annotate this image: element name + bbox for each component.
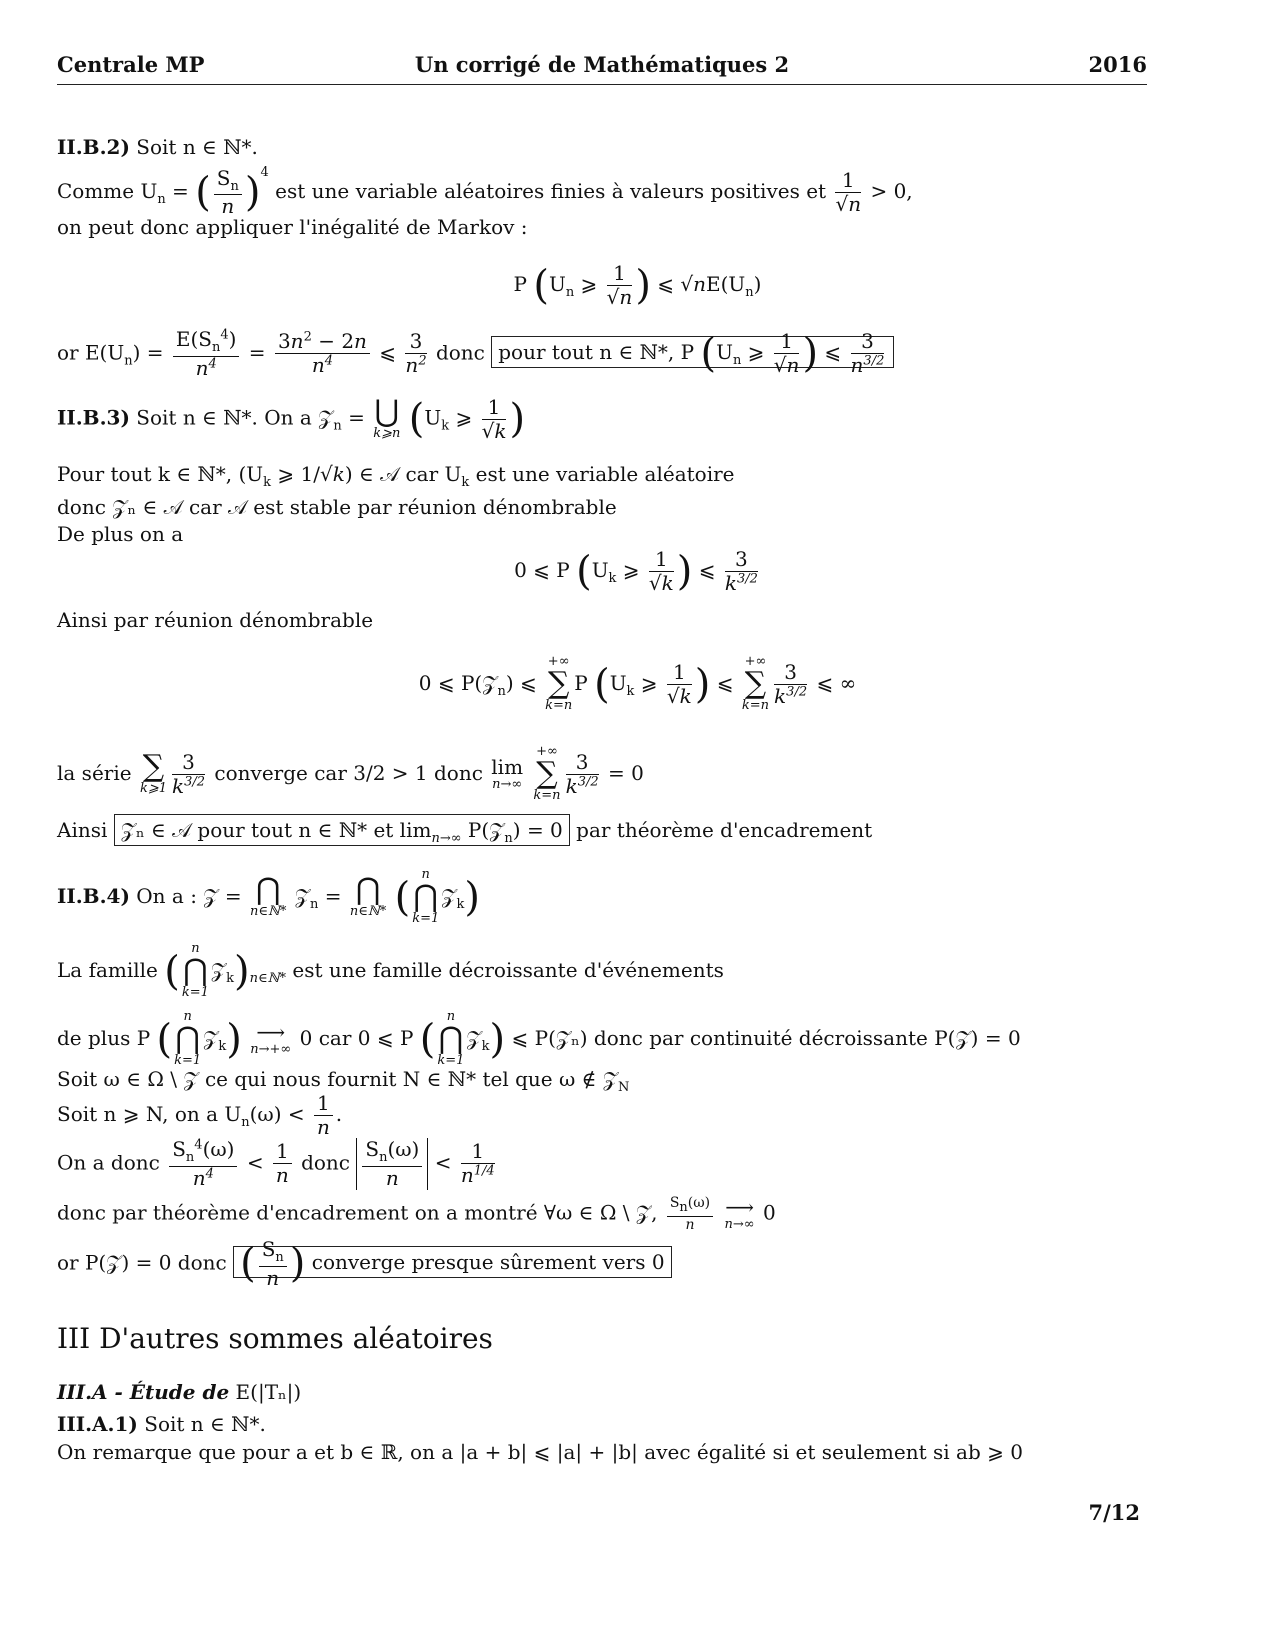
page-header [57, 52, 1147, 85]
b4-heading: II.B.4) On a : 𝒵 = ⋂ n∈ℕ* 𝒵$_n$ = ⋂ n∈ℕ* ( n ⋂ k=1𝒵$_k$) [57, 867, 480, 927]
b3-ineq1: 0 ⩽ P ($U_k$ ⩾ $\frac{1}{√k}$ ) ⩽ $\frac{3}{k^{3/2}}$ [514, 547, 758, 595]
section-title: III D'autres sommes aléatoires [57, 1322, 493, 1355]
b3-ineq2: 0 ⩽ P(𝒵$_n$) ⩽ +∞ ∑ k=nP ($U_k$ ⩾ $\frac{1}{√k}$ ) ⩽ +∞ ∑ k=n $\frac{3}{k^{3/2}}$ ⩽ ∞ [418, 654, 857, 714]
b4-result-box: ( $\frac{S_n}{n}$ ) converge presque sûrement vers 0 [233, 1246, 671, 1278]
b4-encadr-line: donc par théorème d'encadrement on a montré ∀ω ∈ Ω \ 𝒵, $\frac{S_n(\omega)}{n}$ ⟶ n→∞ 0 [57, 1194, 776, 1233]
b3-ainsi: Ainsi [57, 818, 108, 842]
b4-onadonc-line: On a donc $\frac{S_n^4(\omega)}{n^4}$ < $\frac{1}{n}$ donc $\frac{S_n(\omega)}{n}$ < $\frac{1}{n^{1/4}}$ [57, 1137, 495, 1190]
b4-car: 0 car 0 ⩽ P [299, 1025, 414, 1050]
b3-line3: De plus on a [57, 522, 184, 546]
b3-line4: Ainsi par réunion dénombrable [57, 608, 374, 632]
b2-donc: donc [435, 340, 485, 365]
b3-label: II.B.3) [57, 405, 130, 430]
b3-intro: Soit n ∈ ℕ*. On a 𝒵 [136, 405, 334, 430]
b3-heading: II.B.3) Soit n ∈ ℕ*. On a 𝒵$_n$ = ⋃ k⩾n ($U_k$ ⩾ $\frac{1}{√k}$ ) [57, 393, 526, 443]
b4-soit2-line: Soit n ⩾ N, on a $U_n(\omega)$ < $\frac{1}{n}$ . [57, 1091, 343, 1139]
b3-l1b: ∈ 𝒜 car U [359, 462, 462, 486]
a1-heading [57, 1412, 266, 1436]
header-center: Un corrigé de Mathématiques 2 [414, 52, 790, 77]
b3-serie: la série [57, 760, 132, 785]
a1-label: III.A.1) [57, 1412, 138, 1436]
b4-or-line [57, 1238, 672, 1290]
b4-famille-line: La famille ( n ⋂ $k=1𝒵_k)_{n\in ℕ*}$ est une famille décroissante d'événements [57, 941, 724, 1001]
b3-result-box: 𝒵ₙ ∈ 𝒜 pour tout n ∈ ℕ* et $\lim_{n\to\infty}$ P(𝒵$_n$) = 0 [114, 814, 570, 846]
b3-serie-line: la série ∑ k⩾1 $\frac{3}{k^{3/2}}$ converge car 3/2 > 1 donc lim n→∞ +∞ ∑ k=n $\frac{3}{k^{3/2}}$ = 0 [57, 744, 644, 804]
subsection-title-text: III.A - Étude de [57, 1380, 230, 1404]
b4-intro: On a : 𝒵 = [136, 883, 242, 908]
b4-encadr: donc par théorème d'encadrement on a montré ∀ω ∈ Ω \ 𝒵, [57, 1200, 658, 1225]
subsection-title-math: E(|Tₙ|) [235, 1380, 302, 1404]
header-right: 2016 [1088, 52, 1147, 77]
b4-deplus: de plus P [57, 1025, 151, 1050]
page-number: 7/12 [1088, 1500, 1140, 1525]
b3-line2: donc 𝒵ₙ ∈ 𝒜 car 𝒜 est stable par réunion dénombrable [57, 495, 617, 519]
b2-line1: Comme $U_n$ = ( $\frac{S_n}{n}$ )$^4$ est une variable aléatoires finies à valeurs positives et $\frac{1}{√n}$ > 0, [57, 165, 913, 219]
b2-comme: Comme U [57, 179, 158, 203]
b4-or: or P(𝒵) = 0 donc [57, 1250, 227, 1275]
b2-heading [57, 135, 258, 159]
a1-text: On remarque que pour a et b ∈ ℝ, on a |a + b| ⩽ |a| + |b| avec égalité si et seulement si ab ⩾ 0 [57, 1440, 1023, 1464]
b4-onadonc: On a donc [57, 1150, 160, 1175]
b4-box-text: converge presque sûrement vers 0 [311, 1250, 665, 1275]
b4-donc2: donc [301, 1150, 350, 1175]
b2-result-box: pour tout n ∈ ℕ*, P ($U_n$ ⩾ $\frac{1}{√n}$ ) ⩽ $\frac{3}{n^{3/2}}$ [491, 336, 894, 368]
b3-l1c: est une variable aléatoire [475, 462, 735, 486]
b2-line2: on peut donc appliquer l'inégalité de Markov : [57, 215, 528, 239]
b3-conv: converge car 3/2 > 1 donc [214, 760, 483, 785]
b4-famille: La famille [57, 957, 158, 982]
b4-deplus-line: de plus P ( n ⋂ k=1𝒵$_k$) ⟶ n→+∞ 0 car 0 ⩽ P ( n ⋂ k=1𝒵$_k$) ⩽ P(𝒵ₙ) donc par continuité décroissante P(𝒵) = 0 [57, 1009, 1021, 1069]
b2-intro: Soit n ∈ ℕ*. [136, 135, 258, 159]
b4-soit1-line: Soit ω ∈ Ω \ 𝒵 ce qui nous fournit N ∈ ℕ* tel que ω ∉ 𝒵$_N$ [57, 1067, 630, 1095]
b2-label: II.B.2) [57, 135, 130, 159]
b2-markov: P ($U_n$ ⩾ $\frac{1}{√n}$ ) ⩽ $√nE(U_n)$ [513, 261, 762, 309]
b3-after: par théorème d'encadrement [576, 818, 873, 842]
b3-line1: Pour tout k ∈ ℕ*, ($U_k$ ⩾ 1/√k) ∈ 𝒜 car $U_k$ est une variable aléatoire [57, 462, 735, 490]
b3-box-text: 𝒵ₙ ∈ 𝒜 pour tout n ∈ ℕ* et [120, 818, 394, 842]
b4-soit1: Soit ω ∈ Ω \ 𝒵 ce qui nous fournit N ∈ ℕ* tel que ω ∉ 𝒵 [57, 1067, 618, 1091]
b2-box-text: pour tout n ∈ ℕ*, P [498, 340, 695, 365]
b4-famille2: est une famille décroissante d'événements [292, 957, 724, 982]
b2-line3: or $E(U_n)$ = $\frac{E(S_n^4)}{n^4}$ = $\frac{3n^2 - 2n}{n^4}$ ⩽ $\frac{3}{n^2}$ donc pour tout n ∈ ℕ*, P ($U_n$ ⩾ $\frac{1}{√n}$ ) ⩽ $\frac{3}{n^{3/2}}$ [57, 328, 894, 380]
a1-intro: Soit n ∈ ℕ*. [144, 1412, 266, 1436]
header-left: Centrale MP [57, 52, 205, 77]
b4-label: II.B.4) [57, 883, 130, 908]
b4-soit2: Soit n ⩾ N, on a U [57, 1102, 242, 1126]
b3-ainsi-line [57, 818, 872, 847]
b4-donc: ⩽ P(𝒵ₙ) donc par continuité décroissante P(𝒵) = 0 [511, 1025, 1021, 1050]
subsection-title [57, 1380, 301, 1404]
b2-or: or E(U [57, 340, 125, 365]
b3-l1: Pour tout k ∈ ℕ*, [57, 462, 233, 486]
b2-text1: est une variable aléatoires finies à valeurs positives et [275, 179, 827, 203]
